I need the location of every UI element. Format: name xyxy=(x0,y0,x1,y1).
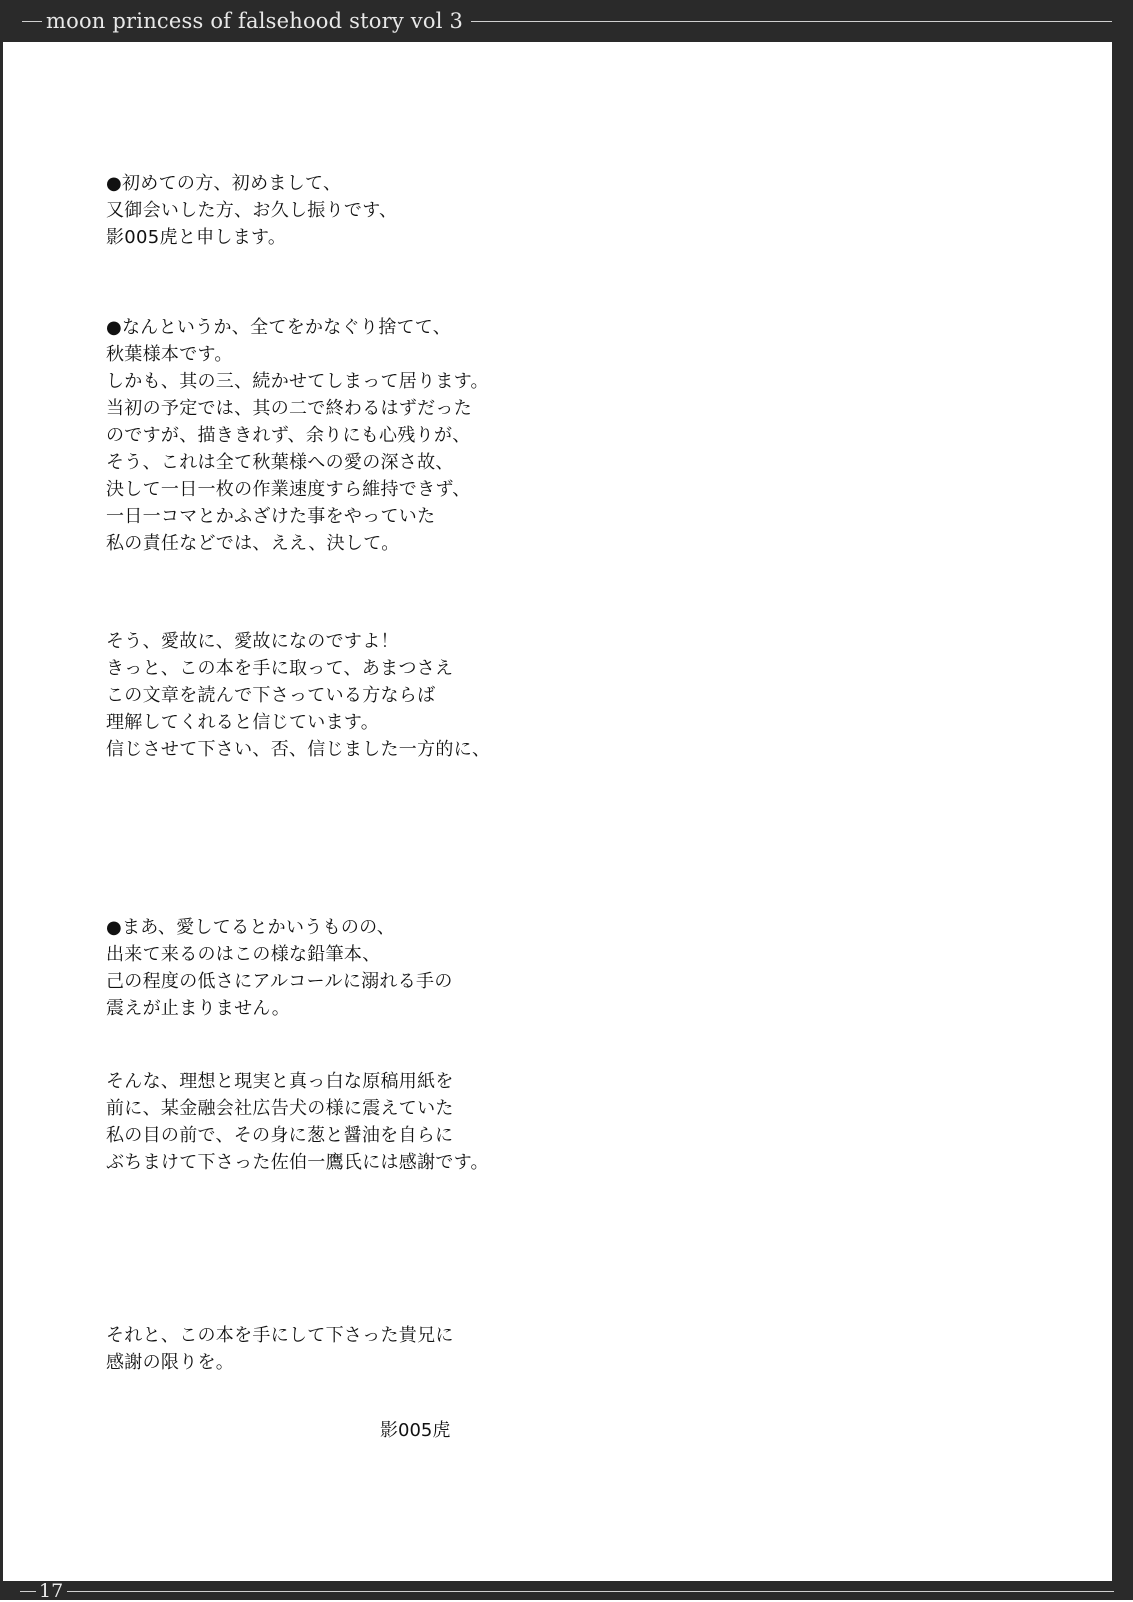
footer-rule-right xyxy=(67,1591,1114,1592)
text-line: のですが、描ききれず、余りにも心残りが、 xyxy=(106,425,471,446)
text-line: 当初の予定では、其の二で終わるはずだった xyxy=(106,398,472,419)
text-line: ●初めての方、初めまして、 xyxy=(106,173,342,194)
text-line: 感謝の限りを。 xyxy=(106,1352,235,1373)
text-line: 震えが止まりません。 xyxy=(106,998,291,1019)
text-line: 決して一日一枚の作業速度すら維持できず、 xyxy=(106,479,471,500)
text-line: この文章を読んで下さっている方ならば xyxy=(106,685,436,706)
header-rule-left xyxy=(22,21,42,22)
text-line: 秋葉様本です。 xyxy=(106,344,233,365)
paragraph-pencil-book xyxy=(106,914,626,1022)
page-number: 17 xyxy=(39,1580,64,1602)
text-line: 私の責任などでは、ええ、決して。 xyxy=(106,533,400,554)
author-signature: 影005虎 xyxy=(380,1420,451,1441)
text-line: しかも、其の三、続かせてしまって居ります。 xyxy=(106,371,489,392)
text-line: ●なんというか、全てをかなぐり捨てて、 xyxy=(106,317,452,338)
left-border xyxy=(0,0,3,1600)
text-line: ●まあ、愛してるとかいうものの、 xyxy=(106,917,396,938)
text-line: きっと、この本を手に取って、あまつさえ xyxy=(106,658,454,679)
paragraph-love xyxy=(106,628,626,763)
paragraph-thanks xyxy=(106,1068,626,1176)
text-line: 出来て来るのはこの様な鉛筆本、 xyxy=(106,944,381,965)
text-line: 己の程度の低さにアルコールに溺れる手の xyxy=(106,971,453,992)
header-title: moon princess of falsehood story vol 3 xyxy=(46,9,464,33)
text-line: 又御会いした方、お久し振りです、 xyxy=(106,200,398,221)
text-line: それと、この本を手にして下さった貴兄に xyxy=(106,1325,454,1346)
text-line: そう、愛故に、愛故になのですよ！ xyxy=(106,631,399,652)
footer-rule-left xyxy=(20,1591,36,1592)
text-line: 理解してくれると信じています。 xyxy=(106,712,380,733)
text-line: 影005虎と申します。 xyxy=(106,227,287,248)
paragraph-greeting xyxy=(106,170,626,251)
text-line: そんな、理想と現実と真っ白な原稿用紙を xyxy=(106,1071,454,1092)
header xyxy=(22,6,1114,36)
right-border xyxy=(1112,0,1133,1600)
text-line: 信じさせて下さい、否、信じました一方的に、 xyxy=(106,739,491,760)
paragraph-reader-thanks xyxy=(106,1322,626,1376)
text-line: 私の目の前で、その身に葱と醤油を自らに xyxy=(106,1125,454,1146)
header-rule-right xyxy=(471,21,1114,22)
text-line: そう、これは全て秋葉様への愛の深さ故、 xyxy=(106,452,454,473)
footer xyxy=(20,1580,1114,1602)
text-line: 前に、某金融会社広告犬の様に震えていた xyxy=(106,1098,454,1119)
paragraph-intro xyxy=(106,314,626,557)
text-line: ぶちまけて下さった佐伯一鷹氏には感謝です。 xyxy=(106,1152,489,1173)
text-line: 一日一コマとかふざけた事をやっていた xyxy=(106,506,436,527)
